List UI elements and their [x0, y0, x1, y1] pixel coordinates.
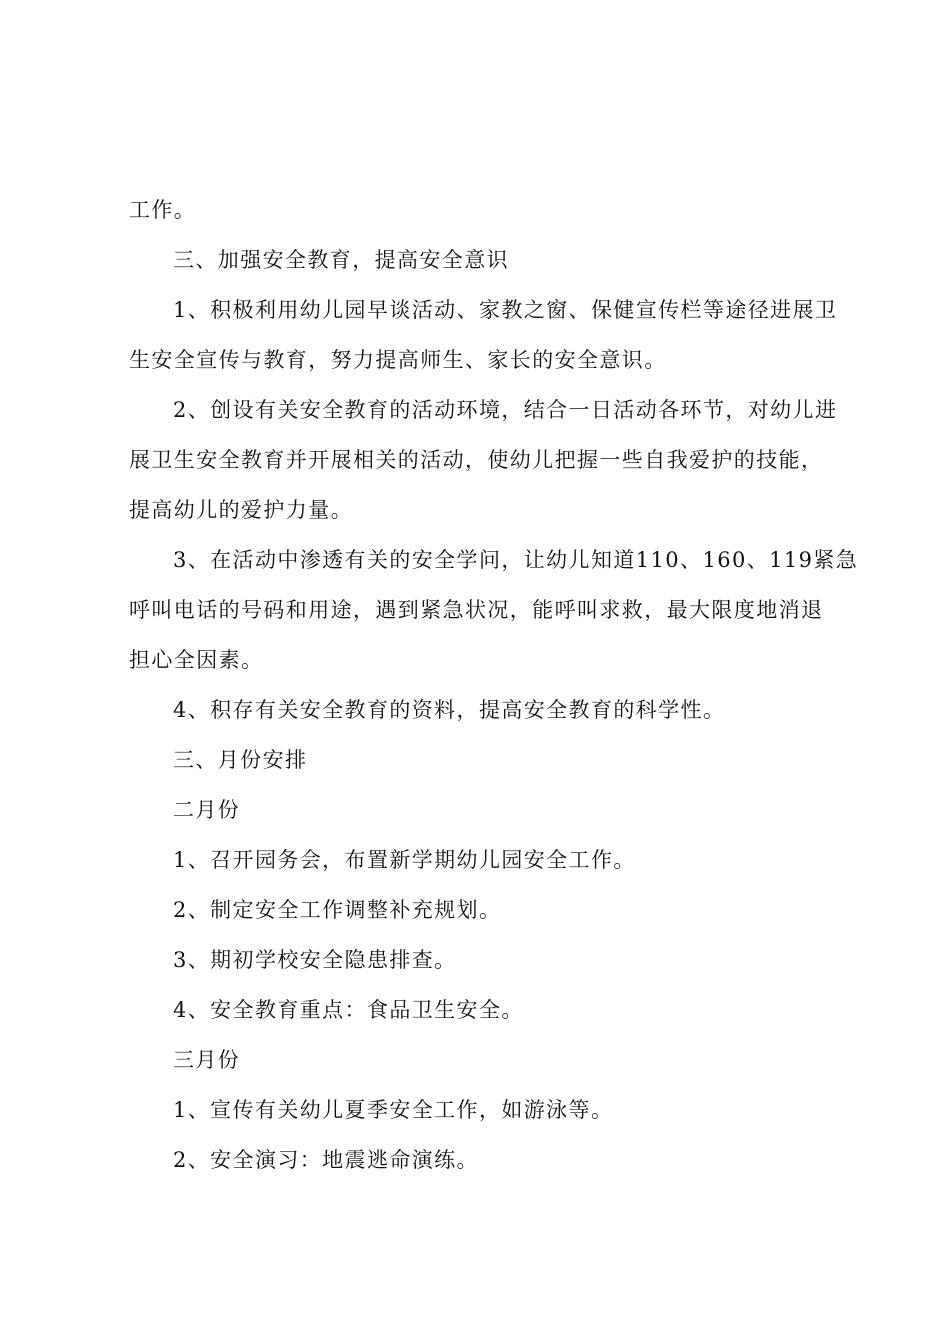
text-line: 展卫生安全教育并开展相关的活动，使幼儿把握一些自我爱护的技能， [129, 448, 824, 472]
text-line: 3、在活动中渗透有关的安全学问，让幼儿知道110、160、119紧急 [173, 548, 859, 572]
list-item: 2、制定安全工作调整补充规划。 [173, 898, 502, 922]
section-heading: 三、月份安排 [173, 748, 308, 772]
text-line: 担心全因素。 [129, 648, 264, 672]
list-item: 1、宣传有关幼儿夏季安全工作，如游泳等。 [173, 1098, 614, 1122]
month-heading: 二月份 [173, 798, 241, 822]
list-item: 1、召开园务会，布置新学期幼儿园安全工作。 [173, 848, 636, 872]
document-body [129, 185, 859, 1185]
text-line: 4、积存有关安全教育的资料，提高安全教育的科学性。 [173, 698, 726, 722]
text-line: 工作。 [129, 198, 197, 222]
list-item: 3、期初学校安全隐患排查。 [173, 948, 457, 972]
text-line: 生安全宣传与教育，努力提高师生、家长的安全意识。 [129, 348, 667, 372]
text-line: 2、创设有关安全教育的活动环境，结合一日活动各环节，对幼儿进 [173, 398, 838, 422]
text-line: 呼叫电话的号码和用途，遇到紧急状况，能呼叫求救，最大限度地消退 [129, 598, 824, 622]
section-heading: 三、加强安全教育，提高安全意识 [173, 248, 509, 272]
list-item: 2、安全演习：地震逃命演练。 [173, 1148, 479, 1172]
list-item: 4、安全教育重点：食品卫生安全。 [173, 998, 524, 1022]
month-heading: 三月份 [173, 1048, 241, 1072]
text-line: 提高幼儿的爱护力量。 [129, 498, 353, 522]
text-line: 1、积极利用幼儿园早谈活动、家教之窗、保健宣传栏等途径进展卫 [173, 298, 838, 322]
